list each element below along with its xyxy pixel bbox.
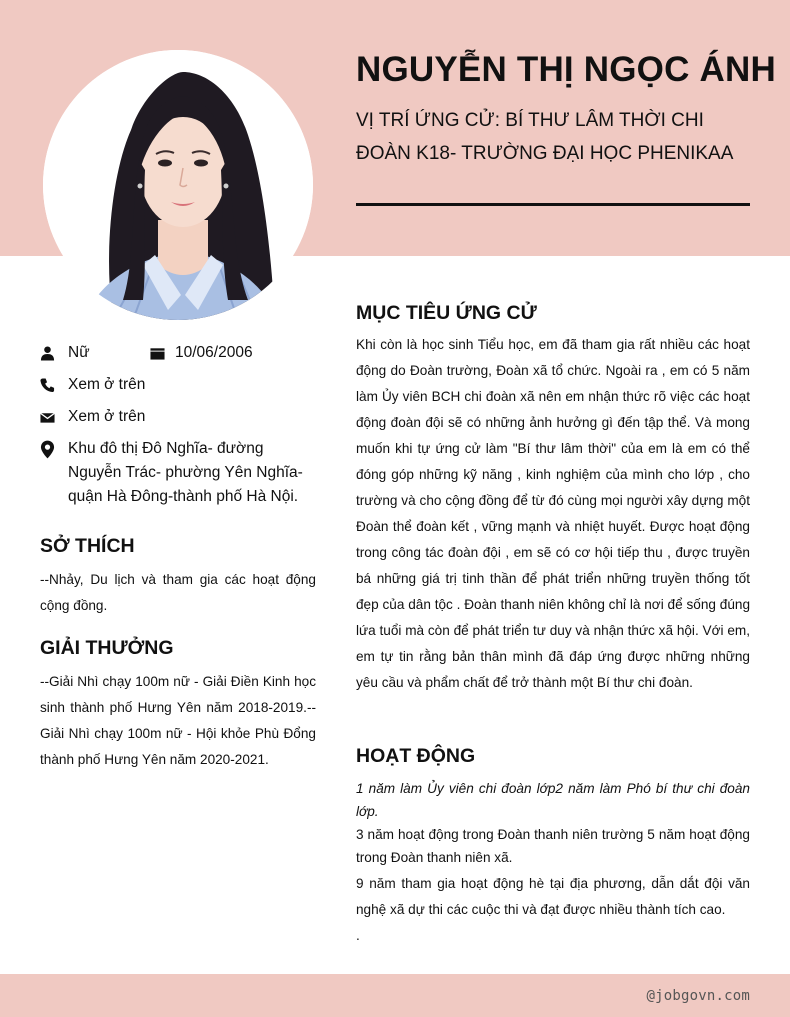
hobbies-text: --Nhảy, Du lịch và tham gia các hoạt động cộng đồng. [40,572,316,613]
birthday-row [150,341,290,365]
hobbies-heading: SỞ THÍCH [40,535,135,557]
title-divider [356,203,750,206]
position-line: ĐOÀN K18- TRƯỜNG ĐẠI HỌC PHENIKAA [356,143,734,164]
email-row [40,405,300,429]
gender-row [40,341,150,365]
mail-icon [40,409,55,425]
person-icon [40,345,55,361]
phone-row [40,373,300,397]
email-text: Xem ở trên [68,408,146,425]
activity-trailing: . [356,928,360,943]
candidate-position [356,104,750,170]
awards-text: --Giải Nhì chạy 100m nữ - Giải Điền Kinh học sinh thành phố Hưng Yên năm 2018-2019.--Giải Nhì chạy 100m nữ - Hội khỏe Phù Đổng thành phố Hưng Yên năm 2020-2021. [40,674,316,767]
calendar-icon [150,345,165,361]
position-line: VỊ TRÍ ỨNG CỬ: BÍ THƯ LÂM THỜI CHI [356,110,704,131]
address-text: Khu đô thị Đô Nghĩa- đường Nguyễn Trác- phường Yên Nghĩa- quận Hà Đông-thành phố Hà Nội. [68,440,303,505]
candidate-name: NGUYỄN THỊ NGỌC ÁNH [356,50,776,89]
objective-heading: MỤC TIÊU ỨNG CỬ [356,302,537,324]
activity-item: 1 năm làm Ủy viên chi đoàn lớp2 năm làm Phó bí thư chi đoàn lớp. [356,781,750,819]
awards-heading: GIẢI THƯỞNG [40,637,174,659]
footer-brand: @jobgovn.com [646,988,750,1004]
address-row [40,437,320,511]
activity-item: 9 năm tham gia hoạt động hè tại địa phương, dẫn dắt đội văn nghệ xã dự thi các cuộc thi và đạt được nhiều thành tích cao. [356,876,750,917]
activities-heading: HOẠT ĐỘNG [356,745,476,767]
phone-text: Xem ở trên [68,376,146,393]
profile-photo [43,50,313,320]
objective-text: Khi còn là học sinh Tiểu học, em đã tham gia rất nhiều các hoạt động do Đoàn trường, Đoàn xã tổ chức. Ngoài ra , em có 5 năm làm Ủy viên BCH chi đoàn xã nên em nhận thức rõ việc các hoạt động đoàn đội sẽ có những ảnh hưởng gì đến tập thể. Và mong muốn khi tự ứng cử làm "Bí thư lâm thời" của em là em có thể đóng góp những kỹ năng , kinh nghiệm của mình cho lớp , cho trường và cho cộng đồng để từ đó cùng mọi người xây dựng một Đoàn thể đoàn kết , vững mạnh và nhiệt huyết. Được hoạt động trong công tác đoàn đội , em sẽ có cơ hội tiếp thu , được truyền bá những giá trị tinh thần để phát triển những truyền thống tốt đẹp của dân tộc . Đoàn thanh niên không chỉ là nơi để sống đúng lứa tuổi mà còn để phát triển tư duy và nhận thức xã hội. Với em, em tự tin rằng bản thân mình đã đáp ứng được những những yêu cầu và phẩm chất để trở thành một Bí thư chi đoàn. [356,337,750,690]
birthday-text: 10/06/2006 [175,344,253,361]
location-pin-icon [40,440,55,459]
phone-icon [40,377,55,393]
gender-text: Nữ [68,344,90,361]
activity-item: 3 năm hoạt động trong Đoàn thanh niên trường 5 năm hoạt động trong Đoàn thanh niên xã. [356,827,750,865]
